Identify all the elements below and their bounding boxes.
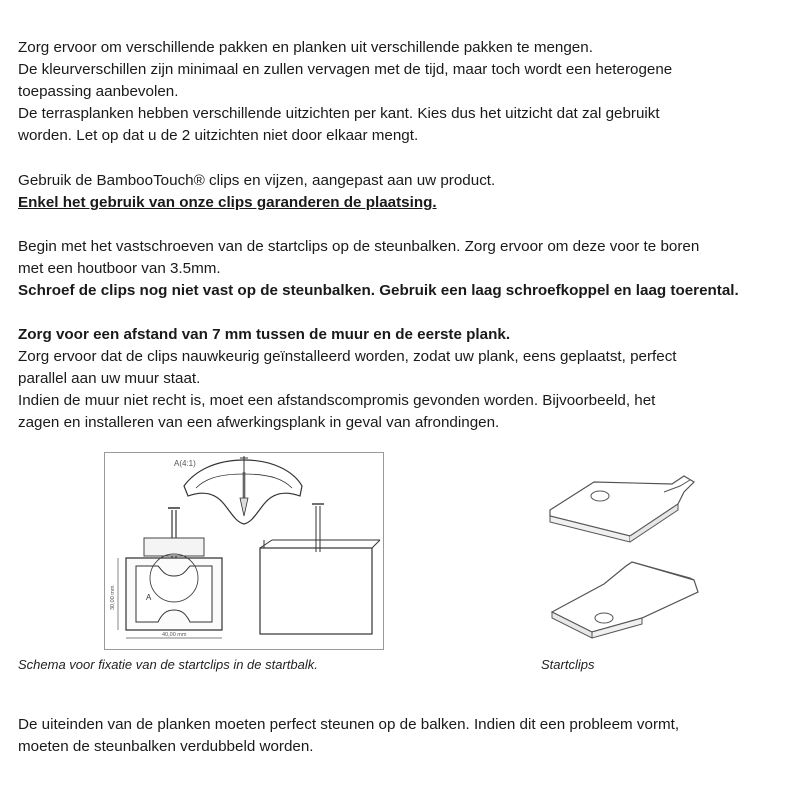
distance-line-3: Indien de muur niet recht is, moet een afstandscompromis gevonden worden. Bijvoorbeeld, het [18, 392, 656, 409]
final-line-2: moeten de steunbalken verdubbeld worden. [18, 738, 314, 755]
start-line-1: Begin met het vastschroeven van de startclips op de steunbalken. Zorg ervoor om deze voor te boren [18, 238, 700, 255]
mix-line-1: Zorg ervoor om verschillende pakken en planken uit verschillende pakken te mengen. [18, 39, 593, 56]
clips-guarantee: Enkel het gebruik van onze clips garanderen de plaatsing. [18, 194, 437, 211]
left-figure-caption: Schema voor fixatie van de startclips in de startbalk. [18, 657, 318, 672]
distance-line-2: parallel aan uw muur staat. [18, 370, 201, 387]
distance-line-1: Zorg ervoor dat de clips nauwkeurig geïnstalleerd worden, zodat uw plank, eens geplaatst, perfect [18, 348, 677, 365]
marker-a-label: A [146, 593, 152, 602]
mix-line-3: toepassing aanbevolen. [18, 83, 179, 100]
startclips-illustration [544, 468, 724, 648]
start-line-2: met een houtboor van 3.5mm. [18, 260, 221, 277]
dim-vertical: 30,00 mm [110, 585, 116, 610]
mix-line-4: De terrasplanken hebben verschillende uitzichten per kant. Kies dus het uitzicht dat zal gebruikt [18, 105, 660, 122]
final-line-1: De uiteinden van de planken moeten perfect steunen op de balken. Indien dit een probleem vormt, [18, 716, 680, 733]
mix-line-5: worden. Let op dat u de 2 uitzichten niet door elkaar mengt. [18, 127, 419, 144]
right-figure-caption: Startclips [541, 657, 595, 672]
detail-label: A(4:1) [174, 459, 196, 468]
distance-line-4: zagen en installeren van een afwerkingsplank in geval van afrondingen. [18, 414, 500, 431]
mix-line-2: De kleurverschillen zijn minimaal en zullen vervagen met de tijd, maar toch wordt een heterogene [18, 61, 673, 78]
start-warning: Schroef de clips nog niet vast op de steunbalken. Gebruik een laag schroefkoppel en laag toerental. [18, 282, 739, 299]
clips-line: Gebruik de BambooTouch® clips en vijzen, aangepast aan uw product. [18, 172, 496, 189]
dim-horizontal: 40,00 mm [162, 632, 187, 638]
distance-heading: Zorg voor een afstand van 7 mm tussen de muur en de eerste plank. [18, 326, 511, 343]
startclip-fixation-diagram [104, 452, 384, 650]
